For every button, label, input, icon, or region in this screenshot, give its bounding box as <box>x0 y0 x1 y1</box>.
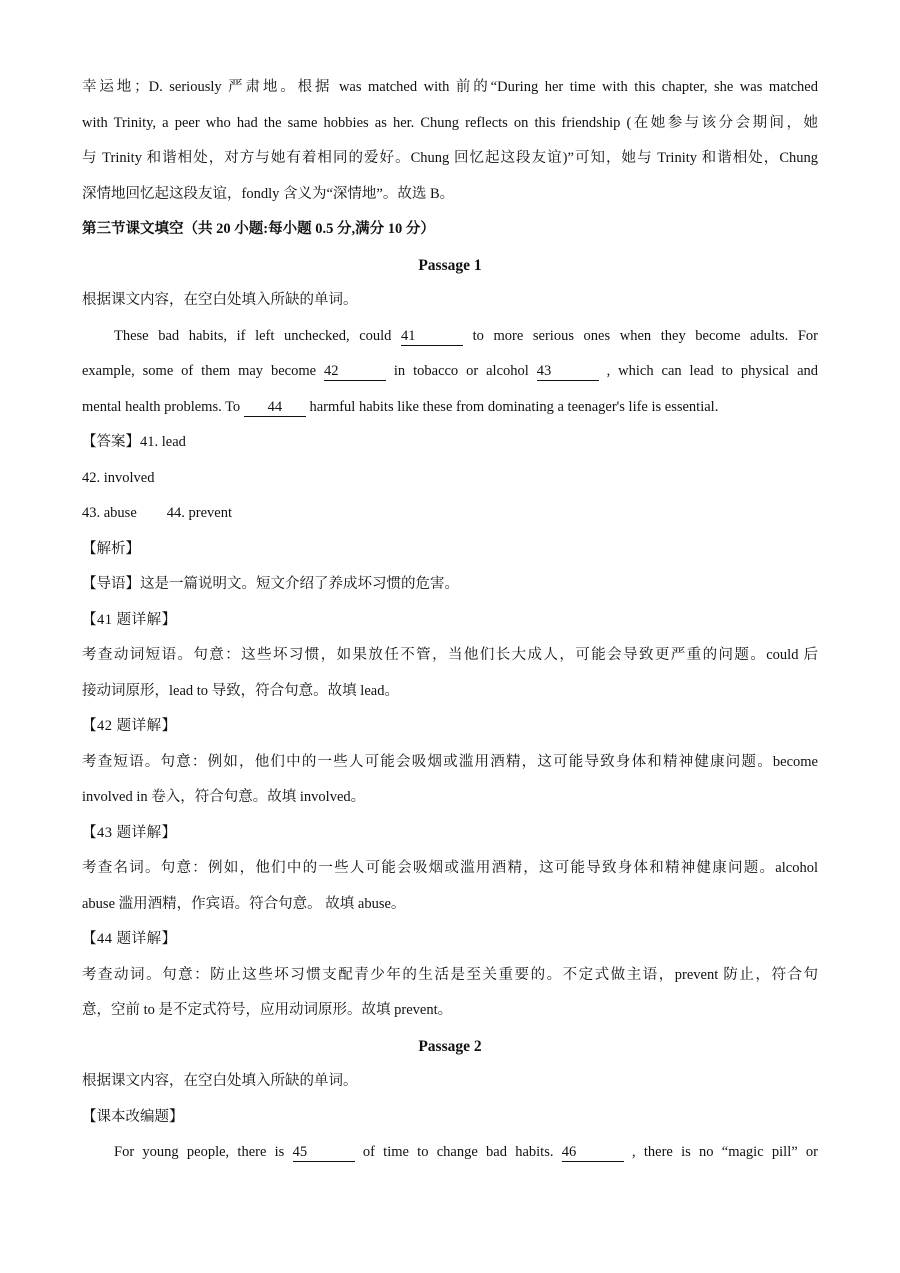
detail-41-line-1: 考查动词短语。句意：这些坏习惯，如果放任不管，当他们长大成人，可能会导致更严重的问题。could 后 <box>82 647 818 663</box>
passage-2-tag: 【课本改编题】 <box>82 1108 184 1125</box>
blank-43: 43 <box>537 362 599 381</box>
detail-41-line-2: 接动词原形，lead to 导致，符合句意。故填 lead。 <box>82 682 399 699</box>
blank-41: 41 <box>401 327 463 346</box>
passage-text: mental health problems. To <box>82 398 244 415</box>
answer-44: 44. prevent <box>166 505 232 521</box>
detail-44-heading: 【44 题详解】 <box>82 931 177 947</box>
passage-1-line-2 <box>82 354 818 390</box>
passage-2-title: Passage 2 <box>418 1037 482 1055</box>
intro-line-1: 幸运地；D. seriously 严肃地。根据 was matched with 前的“During her time with this chapter, she was matched <box>82 79 818 95</box>
detail-42-line-1: 考查短语。句意：例如，他们中的一些人可能会吸烟或滥用酒精，这可能导致身体和精神健康问题。become <box>82 753 818 770</box>
passage-text: , there is no “magic pill” or <box>623 1144 818 1160</box>
intro-line-2: with Trinity, a peer who had the same hobbies as her. Chung reflects on this friendship (在她参与该分会期间，她 <box>82 114 818 131</box>
intro-line-3: 与 Trinity 和谐相处，对方与她有着相同的爱好。Chung 回忆起这段友谊)”可知，她与 Trinity 和谐相处，Chung <box>82 150 818 166</box>
passage-text: harmful habits like these from dominating a teenager's life is essential. <box>305 398 719 415</box>
passage-text: to more serious ones when they become adults. For <box>463 327 818 344</box>
passage-text: example, some of them may become <box>82 363 324 379</box>
detail-42-line-2: involved in 卷入，符合句意。故填 involved。 <box>82 789 366 805</box>
detail-42-heading: 【42 题详解】 <box>82 718 177 734</box>
answer-line-3 <box>82 496 818 532</box>
section-heading: 第三节课文填空（共 20 小题:每小题 0.5 分,满分 10 分） <box>82 221 435 237</box>
answer-43: 43. abuse <box>82 505 137 521</box>
passage-text: , which can lead to physical and <box>598 363 818 379</box>
detail-43-heading: 【43 题详解】 <box>82 824 177 841</box>
blank-46: 46 <box>562 1143 624 1162</box>
blank-45: 45 <box>293 1143 355 1162</box>
detail-43-line-1: 考查名词。句意：例如，他们中的一些人可能会吸烟或滥用酒精，这可能导致身体和精神健康问题。alcohol <box>82 860 818 876</box>
intro-line-4: 深情地回忆起这段友谊，fondly 含义为“深情地”。故选 B。 <box>82 185 455 202</box>
detail-41-heading: 【41 题详解】 <box>82 611 177 628</box>
passage-2-instruction: 根据课文内容，在空白处填入所缺的单词。 <box>82 1073 358 1089</box>
guide-line: 【导语】这是一篇说明文。短文介绍了养成坏习惯的危害。 <box>82 576 459 592</box>
passage-2-line-1 <box>82 1135 818 1171</box>
passage-text: of time to change bad habits. <box>354 1144 562 1160</box>
detail-44-line-1: 考查动词。句意：防止这些坏习惯支配青少年的生活是至关重要的。不定式做主语，prevent 防止，符合句 <box>82 966 818 983</box>
passage-1-instruction: 根据课文内容，在空白处填入所缺的单词。 <box>82 292 358 308</box>
detail-44-line-2: 意，空前 to 是不定式符号，应用动词原形。故填 prevent。 <box>82 1002 453 1018</box>
analysis-label: 【解析】 <box>82 540 140 557</box>
document-page <box>82 70 818 1171</box>
passage-1-line-3 <box>82 390 818 426</box>
detail-43-line-2: abuse 滥用酒精，作宾语。符合句意。 故填 abuse。 <box>82 895 406 912</box>
passage-text: in tobacco or alcohol <box>385 363 537 379</box>
blank-42: 42 <box>324 362 386 381</box>
blank-44: 44 <box>244 398 306 417</box>
answer-label: 【答案】 <box>82 434 140 450</box>
answer-42: 42. involved <box>82 469 155 486</box>
answer-41: 41. lead <box>140 434 186 450</box>
passage-1-line-1 <box>82 319 818 355</box>
answer-line-1 <box>82 425 818 461</box>
passage-text: These bad habits, if left unchecked, could <box>114 327 402 344</box>
passage-1-title: Passage 1 <box>418 256 482 274</box>
passage-text: For young people, there is <box>114 1144 293 1160</box>
